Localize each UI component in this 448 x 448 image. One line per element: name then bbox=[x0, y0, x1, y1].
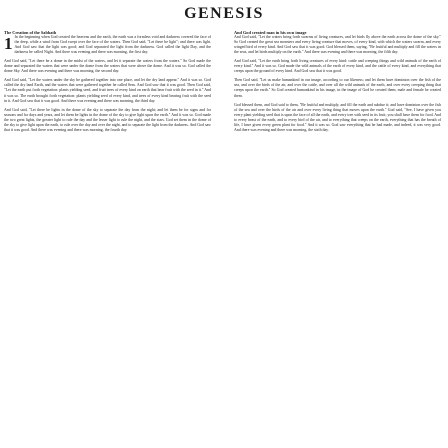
left-paragraph-3: And God said, "Let the waters under the sky be gathered together into one place, and let the dry land appear." And it was so. God called the dry land Earth, and the waters that were gathered together he called Seas. And God saw that it was good. Then God said, "Let the earth put forth vegetation: plants yielding seed, and fruit trees of every kind on earth that bear fruit with the seed in it." And it was so. The earth brought forth vegetation: plants yielding seed of every kind, and trees of every kind bearing fruit with the seed in it. And God saw that it was good. And there was evening and there was morning, the third day. bbox=[4, 78, 211, 103]
book-title: GENESIS bbox=[184, 5, 264, 22]
right-paragraph-1: And God said, "Let the waters bring forth swarms of living creatures, and let birds fly above the earth across the dome of the sky." So God created the great sea monsters and every living creature that moves, of every kind, with which the waters swarm, and every winged bird of every kind. And God saw that it was good. God blessed them, saying, "Be fruitful and multiply and fill the waters in the seas, and let birds multiply on the earth." And there was evening and there was morning, the fifth day. bbox=[234, 35, 441, 55]
left-paragraph-4: And God said, "Let there be lights in the dome of the sky to separate the day from the night; and let them be for signs and for seasons and for days and years, and let them be lights in the dome of the sky to give light upon the earth." And it was so. God made the two great lights, the greater light to rule the day and the lesser light to rule the night, and the stars. God set them in the dome of the sky to give light upon the earth, to rule over the day and over the night, and to separate the light from the darkness. And God saw that it was good. And there was evening and there was morning, the fourth day. bbox=[4, 107, 211, 132]
right-section-heading: And God created man in his own image bbox=[234, 30, 307, 35]
right-paragraph-2: And God said, "Let the earth bring forth living creatures of every kind: cattle and creeping things and wild animals of the earth of every kind." And it was so. God made the wild animals of the earth of every kind, and the cattle of every kind, and everything that creeps upon the ground of every kind. And God saw that it was good. bbox=[234, 59, 441, 74]
left-paragraph-2: And God said, "Let there be a dome in the midst of the waters, and let it separate the waters from the waters." So God made the dome and separated the waters that were under the dome from the waters that were above the dome. And it was so. God called the dome Sky. And there was evening and there was morning, the second day. bbox=[4, 59, 211, 74]
right-column bbox=[234, 30, 441, 442]
right-paragraph-3: Then God said, "Let us make humankind in our image, according to our likeness; and let them have dominion over the fish of the sea, and over the birds of the air, and over the cattle, and over all the wild animals of the earth, and over every creeping thing that creeps upon the earth." So God created humankind in his image, in the image of God he created them; male and female he created them. bbox=[234, 78, 441, 98]
chapter-number: 1 bbox=[4, 34, 13, 54]
left-paragraph-1 bbox=[4, 35, 211, 55]
right-paragraph-4: God blessed them, and God said to them, "Be fruitful and multiply, and fill the earth and subdue it; and have dominion over the fish of the sea and over the birds of the air and over every living thing that moves upon the earth." God said, "See, I have given you every plant yielding seed that is upon the face of all the earth, and every tree with seed in its fruit; you shall have them for food. And to every beast of the earth, and to every bird of the air, and to everything that creeps on the earth, everything that has the breath of life, I have given every green plant for food." And it was so. God saw everything that he had made, and indeed, it was very good. And there was evening and there was morning, the sixth day. bbox=[234, 102, 441, 132]
left-column bbox=[4, 30, 211, 442]
left-paragraph-1-text: In the beginning when God created the heavens and the earth, the earth was a formless void and darkness covered the face of the deep, while a wind from God swept over the face of the waters. Then God said, "Let there be light"; and there was light. And God saw that the light was good; and God separated the light from the darkness. God called the light Day, and the darkness he called Night. And there was evening and there was morning, the first day. bbox=[14, 35, 211, 55]
left-section-heading: The Creation of the Sabbath bbox=[4, 30, 57, 35]
